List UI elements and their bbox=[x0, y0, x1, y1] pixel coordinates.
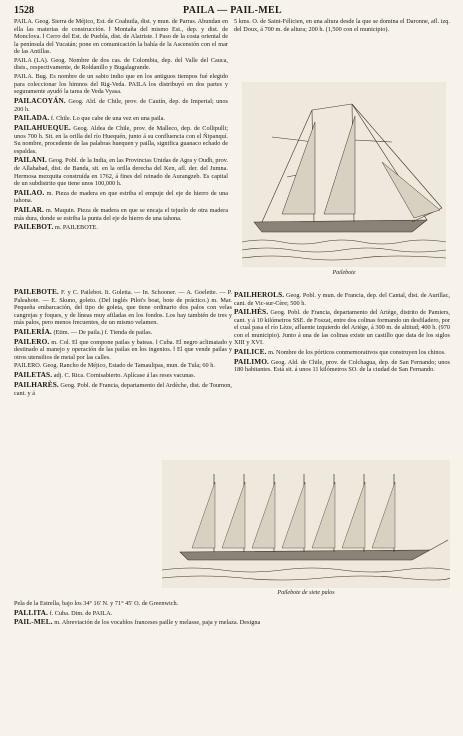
entry-headword: PAILERÍA. bbox=[14, 326, 52, 336]
dictionary-entry bbox=[14, 328, 232, 337]
bottom-block bbox=[14, 600, 450, 730]
entry-text: 5 kms. O. de Saint-Félicien, en una altura desde la que se domina el Daronne, afl. izq. del Doux, á 700 m. de altura; 200 h. (1,500 con el municipio). bbox=[234, 18, 450, 33]
running-title: PAILA — PAIL-MEL bbox=[183, 5, 282, 16]
entry-headword: PAILICE. bbox=[234, 347, 267, 357]
left-column-middle bbox=[14, 288, 232, 452]
entry-headword: PAILHARÈS. bbox=[14, 379, 59, 389]
entry-text: PAILERO. Geog. Rancho de Méjico, Estado de Tamaulipas, mun. de Tula; 60 h. bbox=[14, 362, 215, 370]
entry-text: adj. C. Rica. Cornisabierto. Aplícase á las reses vacunas. bbox=[52, 372, 196, 380]
entry-text: m. Col. El que compone pailas y bateas. ‖ Cuba. El negro aclimatado y destinado al manejo y operación de las pailas en los ingenios. ‖ El que vende pailas y otros utensilios de metal por las calles. bbox=[14, 338, 232, 361]
dictionary-entry bbox=[14, 381, 232, 397]
entry-text: f. Chile. Lo que cabe de una vez en una paila. bbox=[49, 115, 165, 123]
dictionary-entry bbox=[14, 189, 228, 205]
entry-headword: PAIL-MEL. bbox=[14, 617, 53, 627]
figure-caption-1: Pailebote bbox=[332, 270, 356, 276]
entry-headword: PAILAHUEQUE. bbox=[14, 123, 71, 133]
entry-headword: PAILHEROLS. bbox=[234, 291, 285, 299]
schooner-illustration bbox=[242, 82, 446, 267]
entry-text: PAILA (LA). Geog. Nombre de dos cas. de Colombia, dep. del Valle del Cauca, dists., respectivamente, de Roldanillo y Bugalagrande. bbox=[14, 56, 228, 72]
entry-headword: PAILEBOT. bbox=[14, 222, 54, 232]
dictionary-entry bbox=[234, 358, 450, 374]
entry-headword: PAILANI. bbox=[14, 155, 47, 165]
entry-text: Geog. Ald. de Chile, prov. de Cautín, dep. de Imperial; unos 200 h. bbox=[14, 98, 228, 113]
entry-headword: PAILERO. bbox=[14, 336, 50, 346]
entry-text: (Etim. — De paila.) f. Tienda de pailas. bbox=[51, 328, 153, 336]
dictionary-entry bbox=[14, 609, 450, 618]
left-column-lower bbox=[14, 453, 158, 599]
dictionary-entry bbox=[234, 18, 450, 33]
dictionary-entry bbox=[14, 371, 232, 380]
entry-text: Geog. Pobl. y mun. de Francia, dep. del Cantal, dist. de Aurillac, cant. de Vic-sur-Cère; 500 h. bbox=[234, 292, 450, 307]
entry-text: m. Nombre de los pórticos conmemorativos que construyen los chinos. bbox=[266, 349, 446, 357]
entry-headword: PAILADA. bbox=[14, 113, 50, 123]
dictionary-entry bbox=[14, 124, 228, 155]
entry-headword: PAILEBOTE. bbox=[14, 288, 59, 296]
dictionary-entry bbox=[14, 223, 228, 232]
dictionary-entry bbox=[234, 348, 450, 357]
dictionary-entry bbox=[14, 362, 232, 370]
entry-text: Geog. Aldea de Chile, prov. de Malleco, dep. de Collipulli; unos 700 h. Sit. en la orilla del río Huequén, junto á su confluencia con el Ñipanquí. Su nombre, procedente de las palabras huequen y pailla, significa guanaco echado de espaldas. bbox=[14, 125, 228, 155]
dictionary-entry bbox=[234, 308, 450, 347]
entry-headword: PAILIMO. bbox=[234, 356, 269, 366]
entry-text: Pela de la Estrella, bajo los 34° 16' N. y 71° 45' O. de Greenwich. bbox=[14, 600, 179, 607]
dictionary-entry bbox=[14, 57, 228, 72]
entry-text: m. Maquin. Pieza de madera en que se encaja el tejuelo de otra madera más dura, donde se estriba la punta del eje de hierro de una tahona. bbox=[14, 207, 228, 222]
entry-text: Geog. Ald. de Chile, prov. de Colchagua, dep. de San Fernando; unos 180 habitantes. Está sit. á unos 11 kilómetros SO. de la ciudad de San Fernando. bbox=[234, 358, 450, 374]
entry-text: PAILA. Geog. Sierra de Méjico, Est. de Coahuila, dist. y mun. de Parras. Abundan en ella las materias de construcción. ‖ Montaña del mismo Est., dep. y dist. de Monclova. ‖ Cerro del Est. de Puebla, dist. de Alatriste. ‖ Paso de la costa oriental de la península del Yucatán; pone en comunicación la bahía de la Ascensión con el mar de las Antillas. bbox=[14, 18, 228, 56]
entry-headword: PAILAO. bbox=[14, 187, 45, 197]
entry-headword: PAILHÈS. bbox=[234, 307, 269, 317]
entry-text: Geog. Pobl. de Francia, departamento del Ardèche, dist. de Tournon, cant. y á bbox=[14, 381, 232, 397]
entry-text: Geog. Pobl. de Francia, departamento del Ariège, distrito de Pamiers, cant. y á 10 kilómetros SSE. de Foszat, entre dos colinas formando un desfiladero, por el cual pasa el río Lèze, afluente izquierdo del Ariège, á 300 m. de altitud; 400 h. (970 con el municipio). Junto á una de las colinas existe un castillo que data de los siglos XIII y XVI. bbox=[234, 309, 450, 347]
dictionary-entry bbox=[234, 291, 450, 307]
entry-headword: PAILAR. bbox=[14, 205, 44, 215]
dictionary-entry bbox=[14, 156, 228, 187]
dictionary-entry bbox=[14, 97, 228, 113]
right-column-top bbox=[234, 18, 450, 82]
entry-headword: PAILACOYÁN. bbox=[14, 96, 66, 106]
entry-text: Geog. Pobl. de la India, en las Provincias Unidas de Agra y Oudh, prov. de Allahabad, dist. de Banda, sit. en la orilla derecha del Ken, afl. der. del Jumna. Hermosa mezquita construída en 1762, á fines del reinado de Aurangzeb. Es capital de un subdistrito que tiene unos 100,000 h. bbox=[14, 157, 228, 188]
dictionary-entry bbox=[14, 288, 232, 327]
entry-text: PAILA. Bug. Es nombre de un sabio indio que en los antiguos tiempos fué elegido para coleccionar los himnos del Rig-Veda. PAILA los distribuyó en dos partes y seguramente ayudó la tarea de Veda Vyasa. bbox=[14, 73, 228, 96]
left-column-top bbox=[14, 18, 228, 284]
page-header bbox=[14, 5, 451, 19]
figure-caption-2: Pailebote de siete palos bbox=[277, 590, 335, 596]
entry-text: m. PAILEBOTE. bbox=[53, 224, 98, 232]
dictionary-entry bbox=[14, 338, 232, 362]
entry-text: m. Abreviación de los vocablos franceses paille y melasse, paja y melaza. Designa bbox=[52, 619, 261, 627]
dictionary-entry bbox=[14, 73, 228, 96]
dictionary-entry bbox=[14, 18, 228, 56]
right-column-middle bbox=[234, 291, 450, 453]
dictionary-entry bbox=[14, 600, 450, 608]
dictionary-entry bbox=[14, 206, 228, 222]
dictionary-entry bbox=[14, 618, 450, 627]
entry-text: f. Cuba. Dim. de PAILA. bbox=[47, 609, 113, 617]
entry-text: m. Pieza de madera en que estriba el empuje del eje de hierro de una tahona. bbox=[14, 189, 228, 205]
entry-headword: PALLITA. bbox=[14, 607, 48, 617]
seven-masted-schooner-illustration bbox=[162, 460, 450, 588]
page-number: 1528 bbox=[14, 5, 34, 16]
entry-headword: PAILETAS. bbox=[14, 370, 53, 380]
entry-text: F. y C. Pailebot. It. Goletta. — In. Schooner. — A. Goelette. — P. Paleahote. — E. Skuno, goleto. (Del inglés Pilot's boat, bote de práctico.) m. Mar. Pequeña embarcación, del tipo de goleta, que tiene ordinario dos palos con velas cangrejas y foques, y de líneas muy afiladas en los fondos. Los hay también de tres y más palos, pero menos frecuentes, de un mismo velamen. bbox=[14, 289, 232, 327]
dictionary-entry bbox=[14, 114, 228, 123]
